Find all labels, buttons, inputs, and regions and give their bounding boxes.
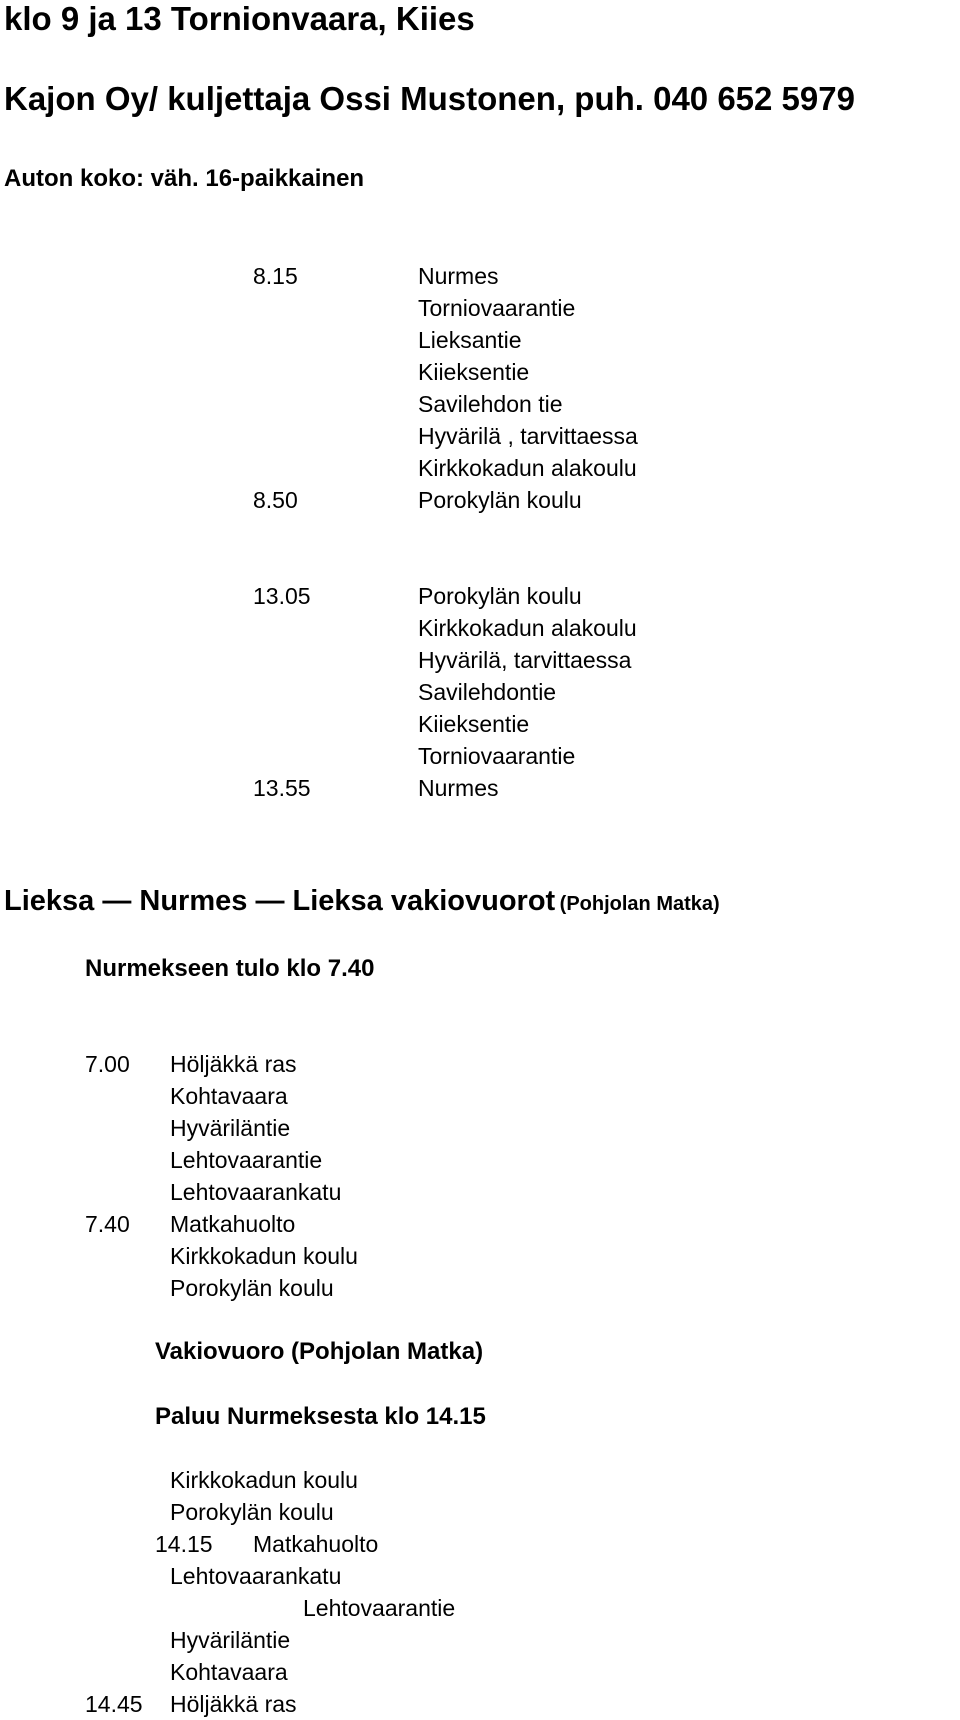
route-stop: Savilehdontie (418, 679, 557, 705)
route-stop: Lehtovaarantie (170, 1147, 323, 1173)
route-stop: Kirkkokadun alakoulu (418, 455, 637, 481)
route-time: 13.55 (253, 775, 311, 801)
route-stop: Hyvärilä, tarvittaessa (418, 647, 632, 673)
route-stop: Kirkkokadun koulu (170, 1243, 358, 1269)
route-stop: Nurmes (418, 775, 499, 801)
route-stop: Lieksantie (418, 327, 522, 353)
route-stop: Torniovaarantie (418, 295, 576, 321)
route-stop: Höljäkkä ras (170, 1051, 297, 1077)
route-stop: Höljäkkä ras (170, 1691, 297, 1717)
vehicle-size: Auton koko: väh. 16-paikkainen (4, 165, 365, 192)
route-stop: Nurmes (418, 263, 499, 289)
route-stop: Kohtavaara (170, 1659, 288, 1685)
section-title-note: (Pohjolan Matka) (559, 893, 720, 915)
return-departure: Paluu Nurmeksesta klo 14.15 (155, 1403, 486, 1430)
route-stop: Lehtovaarankatu (170, 1563, 342, 1589)
page-title: klo 9 ja 13 Tornionvaara, Kiies (4, 0, 475, 37)
route-stop: Kiieksentie (418, 359, 530, 385)
route-stop: Lehtovaarankatu (170, 1179, 342, 1205)
route-time: 7.00 (85, 1051, 130, 1077)
arrival-time: Nurmekseen tulo klo 7.40 (85, 955, 375, 982)
route-time: 13.05 (253, 583, 311, 609)
route-stop: Torniovaarantie (418, 743, 576, 769)
route-stop: Matkahuolto (253, 1531, 379, 1557)
route-stop: Porokylän koulu (170, 1499, 334, 1525)
route-stop: Lehtovaarantie (303, 1595, 456, 1621)
section-heading (4, 887, 720, 916)
route-stop: Porokylän koulu (418, 487, 582, 513)
route-stop: Hyväriläntie (170, 1627, 291, 1653)
route-stop: Kirkkokadun koulu (170, 1467, 358, 1493)
route-time: 14.15 (155, 1531, 213, 1557)
route-stop: Porokylän koulu (170, 1275, 334, 1301)
return-title: Vakiovuoro (Pohjolan Matka) (155, 1338, 484, 1365)
route-stop: Matkahuolto (170, 1211, 296, 1237)
route-stop: Porokylän koulu (418, 583, 582, 609)
operator-line: Kajon Oy/ kuljettaja Ossi Mustonen, puh. 040 652 5979 (4, 80, 855, 117)
section-title: Lieksa — Nurmes — Lieksa vakiovuorot (4, 885, 556, 917)
route-time: 7.40 (85, 1211, 130, 1237)
route-stop: Savilehdon tie (418, 391, 563, 417)
route-stop: Kiieksentie (418, 711, 530, 737)
route-stop: Hyvärilä , tarvittaessa (418, 423, 638, 449)
route-stop: Kohtavaara (170, 1083, 288, 1109)
route-stop: Kirkkokadun alakoulu (418, 615, 637, 641)
route-time: 14.45 (85, 1691, 143, 1717)
route-time: 8.50 (253, 487, 298, 513)
route-time: 8.15 (253, 263, 298, 289)
route-stop: Hyväriläntie (170, 1115, 291, 1141)
